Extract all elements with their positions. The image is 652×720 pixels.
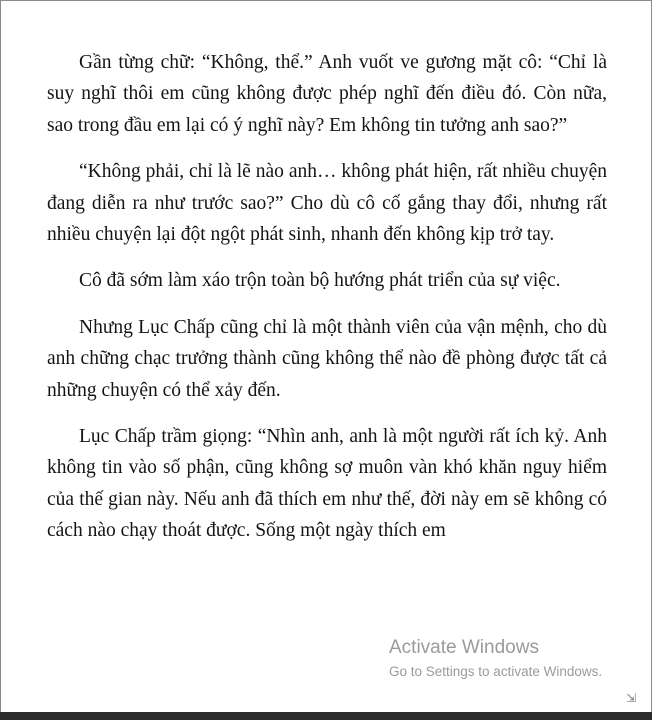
activate-windows-subtitle[interactable]: Go to Settings to activate Windows. <box>389 664 603 679</box>
paragraph-3: Cô đã sớm làm xáo trộn toàn bộ hướng phát triển của sự việc. <box>79 270 561 292</box>
resize-grip-icon[interactable]: ⇲ <box>626 691 637 705</box>
paragraph-4: Nhưng Lục Chấp cũng chỉ là một thành viên của vận mệnh, cho dù anh chững chạc trưởng thành cũng không thể nào đề phòng được tất cả những chuyện có thể xảy đến. <box>47 316 607 401</box>
paragraph-2: “Không phải, chỉ là lẽ nào anh… không phát hiện, rất nhiều chuyện đang diễn ra như trước sao?” Cho dù cô cố gắng thay đổi, nhưng rất nhiều chuyện lại đột ngột phát sinh, nhanh đến không kịp trở tay. <box>47 161 607 246</box>
document-page <box>47 47 607 562</box>
paragraph-1: Gần từng chữ: “Không, thể.” Anh vuốt ve gương mặt cô: “Chỉ là suy nghĩ thôi em cũng không được phép nghĩ đến điều đó. Còn nữa, sao trong đầu em lại có ý nghĩ này? Em không tin tưởng anh sao?” <box>47 52 607 136</box>
paragraph-5: Lục Chấp trầm giọng: “Nhìn anh, anh là một người rất ích kỷ. Anh không tin vào số phận, cũng không sợ muôn vàn khó khăn nguy hiểm của thế gian này. Nếu anh đã thích em như thế, đời này em sẽ không có cách nào chạy thoát được. Sống một ngày thích em <box>47 426 607 542</box>
activate-windows-title[interactable]: Activate Windows <box>389 637 539 658</box>
bottom-status-bar <box>0 712 652 720</box>
activate-windows-watermark[interactable] <box>389 636 602 682</box>
